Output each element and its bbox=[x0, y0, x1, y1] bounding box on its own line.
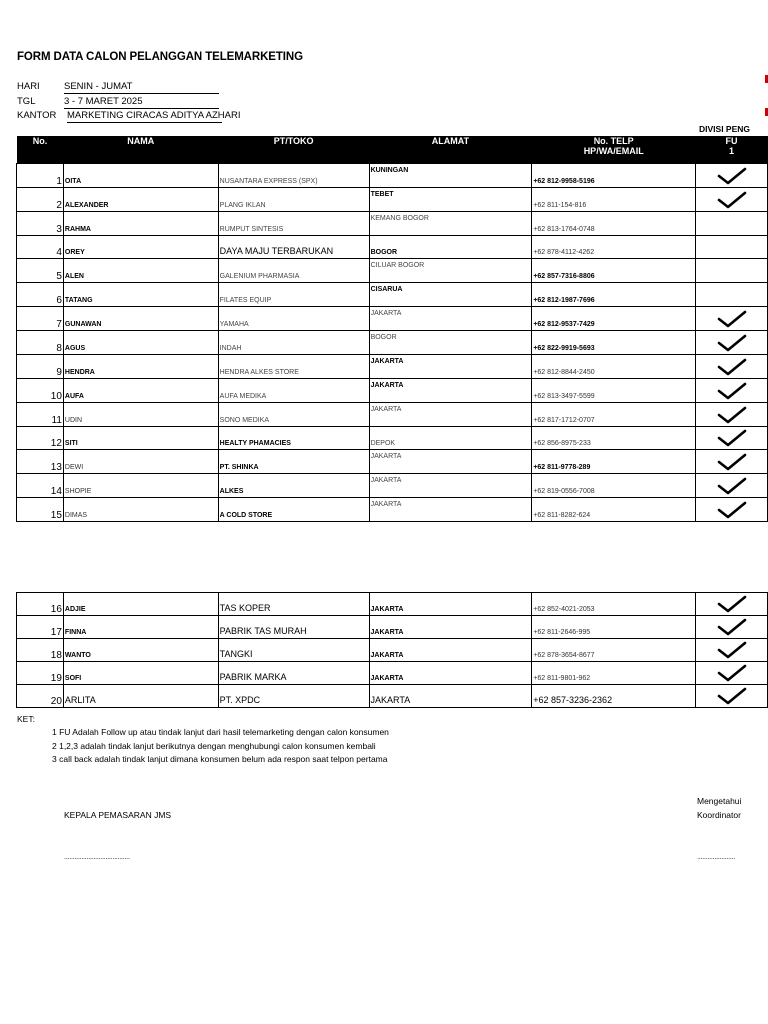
row-no: 6 bbox=[17, 283, 64, 307]
row-fu bbox=[696, 236, 768, 259]
table-row bbox=[17, 427, 768, 450]
row-no: 15 bbox=[17, 498, 64, 522]
check-icon bbox=[717, 382, 747, 400]
table-row bbox=[17, 355, 768, 379]
row-fu bbox=[696, 498, 768, 522]
check-icon bbox=[717, 501, 747, 519]
table-row bbox=[17, 498, 768, 522]
header-no: No. bbox=[17, 136, 64, 164]
check-icon bbox=[717, 664, 747, 682]
row-no: 2 bbox=[17, 188, 64, 212]
row-no: 20 bbox=[17, 685, 64, 708]
header-pt: PT/TOKO bbox=[218, 136, 369, 164]
row-telp: +62 811-9801-962 bbox=[532, 662, 696, 685]
check-icon bbox=[717, 406, 747, 424]
row-alamat: JAKARTA bbox=[369, 379, 532, 403]
row-alamat: CILUAR BOGOR bbox=[369, 259, 532, 283]
row-fu bbox=[696, 427, 768, 450]
table-body bbox=[17, 164, 768, 522]
row-alamat: JAKARTA bbox=[369, 616, 532, 639]
table-row bbox=[17, 236, 768, 259]
divisi-label: DIVISI PENG bbox=[699, 124, 751, 134]
table-row bbox=[17, 639, 768, 662]
row-pt: INDAH bbox=[218, 331, 369, 355]
row-alamat: JAKARTA bbox=[369, 307, 532, 331]
row-nama: OREY bbox=[63, 236, 218, 259]
row-fu bbox=[696, 685, 768, 708]
row-no: 13 bbox=[17, 450, 64, 474]
table-row bbox=[17, 164, 768, 188]
row-nama: SITI bbox=[63, 427, 218, 450]
row-alamat: DEPOK bbox=[369, 427, 532, 450]
check-icon bbox=[717, 453, 747, 471]
row-telp: +62 819-0556-7008 bbox=[532, 474, 696, 498]
ket-label: KET: bbox=[17, 714, 35, 724]
info-value: 3 - 7 MARET 2025 bbox=[64, 96, 219, 109]
check-icon bbox=[717, 358, 747, 376]
row-nama: HENDRA bbox=[63, 355, 218, 379]
row-alamat: JAKARTA bbox=[369, 450, 532, 474]
table-row bbox=[17, 474, 768, 498]
table-row bbox=[17, 616, 768, 639]
table-row bbox=[17, 379, 768, 403]
row-pt: SONO MEDIKA bbox=[218, 403, 369, 427]
row-pt: YAMAHA bbox=[218, 307, 369, 331]
check-icon bbox=[717, 310, 747, 328]
row-pt: PT. SHINKA bbox=[218, 450, 369, 474]
row-nama: SHOPIE bbox=[63, 474, 218, 498]
row-telp: +62 856-8975-233 bbox=[532, 427, 696, 450]
row-alamat: CISARUA bbox=[369, 283, 532, 307]
row-telp: +62 813-3497-5599 bbox=[532, 379, 696, 403]
table-row bbox=[17, 685, 768, 708]
customer-table-2 bbox=[16, 592, 768, 708]
customer-table bbox=[16, 136, 768, 522]
check-icon bbox=[717, 618, 747, 636]
row-telp: +62 822-9919-5693 bbox=[532, 331, 696, 355]
row-fu bbox=[696, 593, 768, 616]
row-telp: +62 812-8844-2450 bbox=[532, 355, 696, 379]
row-nama: WANTO bbox=[63, 639, 218, 662]
row-fu bbox=[696, 164, 768, 188]
signature-right-line1: Mengetahui bbox=[697, 796, 742, 806]
row-pt: PLANG IKLAN bbox=[218, 188, 369, 212]
table-row bbox=[17, 593, 768, 616]
row-telp: +62 852-4021-2053 bbox=[532, 593, 696, 616]
table-row bbox=[17, 212, 768, 236]
row-nama: ADJIE bbox=[63, 593, 218, 616]
row-no: 8 bbox=[17, 331, 64, 355]
info-label: TGL bbox=[17, 96, 36, 107]
check-icon bbox=[717, 334, 747, 352]
check-icon bbox=[717, 687, 747, 705]
row-nama: OITA bbox=[63, 164, 218, 188]
row-fu bbox=[696, 259, 768, 283]
info-value: SENIN - JUMAT bbox=[64, 81, 219, 94]
row-no: 4 bbox=[17, 236, 64, 259]
row-pt: NUSANTARA EXPRESS (SPX) bbox=[218, 164, 369, 188]
row-pt: HEALTY PHAMACIES bbox=[218, 427, 369, 450]
row-alamat: JAKARTA bbox=[369, 355, 532, 379]
table-body bbox=[17, 593, 768, 708]
header-telp-line2: HP/WA/EMAIL bbox=[583, 146, 644, 156]
row-pt: PABRIK TAS MURAH bbox=[218, 616, 369, 639]
row-nama: UDIN bbox=[63, 403, 218, 427]
row-no: 10 bbox=[17, 379, 64, 403]
table-row bbox=[17, 307, 768, 331]
row-fu bbox=[696, 639, 768, 662]
row-no: 16 bbox=[17, 593, 64, 616]
header-fu-line2: 1 bbox=[729, 146, 735, 156]
row-pt: AUFA MEDIKA bbox=[218, 379, 369, 403]
header-fu bbox=[696, 136, 768, 164]
row-telp: +62 811-154-816 bbox=[532, 188, 696, 212]
table-row bbox=[17, 331, 768, 355]
check-icon bbox=[717, 167, 747, 185]
row-alamat: JAKARTA bbox=[369, 474, 532, 498]
row-nama: TATANG bbox=[63, 283, 218, 307]
row-no: 11 bbox=[17, 403, 64, 427]
check-icon bbox=[717, 191, 747, 209]
row-no: 7 bbox=[17, 307, 64, 331]
row-alamat: JAKARTA bbox=[369, 685, 532, 708]
row-fu bbox=[696, 331, 768, 355]
signature-right-line: ...................... bbox=[697, 852, 735, 861]
row-telp: +62 813-1764-0748 bbox=[532, 212, 696, 236]
row-telp: +62 811-8282-624 bbox=[532, 498, 696, 522]
note-2: 2 1,2,3 adalah tindak lanjut berikutnya dengan menghubungi calon konsumen kembali bbox=[52, 741, 376, 751]
row-no: 9 bbox=[17, 355, 64, 379]
row-nama: DEWI bbox=[63, 450, 218, 474]
row-no: 18 bbox=[17, 639, 64, 662]
row-fu bbox=[696, 662, 768, 685]
row-pt: RUMPUT SINTESIS bbox=[218, 212, 369, 236]
row-no: 17 bbox=[17, 616, 64, 639]
row-nama: ALEXANDER bbox=[63, 188, 218, 212]
row-telp: +62 812-9958-5196 bbox=[532, 164, 696, 188]
row-alamat: KUNINGAN bbox=[369, 164, 532, 188]
row-no: 19 bbox=[17, 662, 64, 685]
table-row bbox=[17, 259, 768, 283]
row-nama: SOFI bbox=[63, 662, 218, 685]
row-alamat: BOGOR bbox=[369, 236, 532, 259]
form-title: FORM DATA CALON PELANGGAN TELEMARKETING bbox=[17, 51, 303, 63]
row-no: 3 bbox=[17, 212, 64, 236]
row-nama: ARLITA bbox=[63, 685, 218, 708]
row-telp: +62 878-3654-8677 bbox=[532, 639, 696, 662]
row-alamat: JAKARTA bbox=[369, 662, 532, 685]
row-alamat: JAKARTA bbox=[369, 639, 532, 662]
row-telp: +62 857-3236-2362 bbox=[532, 685, 696, 708]
row-telp: +62 812-9537-7429 bbox=[532, 307, 696, 331]
row-fu bbox=[696, 355, 768, 379]
row-telp: +62 811-9778-289 bbox=[532, 450, 696, 474]
header-telp bbox=[532, 136, 696, 164]
row-fu bbox=[696, 212, 768, 236]
info-value: MARKETING CIRACAS ADITYA AZHARI bbox=[67, 110, 241, 121]
row-fu bbox=[696, 616, 768, 639]
row-nama: GUNAWAN bbox=[63, 307, 218, 331]
check-icon bbox=[717, 429, 747, 447]
row-pt: DAYA MAJU TERBARUKAN bbox=[218, 236, 369, 259]
table-row bbox=[17, 403, 768, 427]
header-alamat: ALAMAT bbox=[369, 136, 532, 164]
header-telp-line1: No. TELP bbox=[593, 136, 634, 146]
table-row bbox=[17, 283, 768, 307]
row-alamat: JAKARTA bbox=[369, 498, 532, 522]
note-3: 3 call back adalah tindak lanjut dimana konsumen belum ada respon saat telpon pertama bbox=[52, 754, 388, 764]
row-alamat: BOGOR bbox=[369, 331, 532, 355]
table-row bbox=[17, 188, 768, 212]
row-alamat: KEMANG BOGOR bbox=[369, 212, 532, 236]
row-pt: TAS KOPER bbox=[218, 593, 369, 616]
header-fu-line1: FU bbox=[725, 136, 738, 146]
signature-left-line: ...................................... bbox=[64, 852, 130, 861]
info-label: KANTOR bbox=[17, 110, 57, 121]
row-nama: RAHMA bbox=[63, 212, 218, 236]
signature-left-title: KEPALA PEMASARAN JMS bbox=[64, 810, 172, 820]
row-nama: DIMAS bbox=[63, 498, 218, 522]
row-pt: PABRIK MARKA bbox=[218, 662, 369, 685]
row-no: 14 bbox=[17, 474, 64, 498]
note-1: 1 FU Adalah Follow up atau tindak lanjut dari hasil telemarketing dengan calon konsumen bbox=[52, 727, 389, 737]
row-fu bbox=[696, 474, 768, 498]
check-icon bbox=[717, 641, 747, 659]
row-nama: AUFA bbox=[63, 379, 218, 403]
row-pt: FILATES EQUIP bbox=[218, 283, 369, 307]
row-telp: +62 811-2646-995 bbox=[532, 616, 696, 639]
check-icon bbox=[717, 477, 747, 495]
row-alamat: JAKARTA bbox=[369, 593, 532, 616]
row-telp: +62 878-4112-4262 bbox=[532, 236, 696, 259]
row-alamat: JAKARTA bbox=[369, 403, 532, 427]
row-pt: PT. XPDC bbox=[218, 685, 369, 708]
header-nama: NAMA bbox=[63, 136, 218, 164]
row-pt: GALENIUM PHARMASIA bbox=[218, 259, 369, 283]
row-pt: TANGKI bbox=[218, 639, 369, 662]
row-nama: AGUS bbox=[63, 331, 218, 355]
row-telp: +62 812-1987-7696 bbox=[532, 283, 696, 307]
row-telp: +62 817-1712-0707 bbox=[532, 403, 696, 427]
row-pt: A COLD STORE bbox=[218, 498, 369, 522]
row-pt: ALKES bbox=[218, 474, 369, 498]
row-no: 1 bbox=[17, 164, 64, 188]
signature-right-line2: Koordinator bbox=[697, 810, 741, 820]
table-row bbox=[17, 450, 768, 474]
row-telp: +62 857-7316-8806 bbox=[532, 259, 696, 283]
row-nama: FINNA bbox=[63, 616, 218, 639]
row-nama: ALEN bbox=[63, 259, 218, 283]
row-fu bbox=[696, 283, 768, 307]
row-no: 5 bbox=[17, 259, 64, 283]
row-fu bbox=[696, 450, 768, 474]
check-icon bbox=[717, 595, 747, 613]
info-label: HARI bbox=[17, 81, 40, 92]
row-fu bbox=[696, 403, 768, 427]
row-fu bbox=[696, 188, 768, 212]
row-no: 12 bbox=[17, 427, 64, 450]
row-pt: HENDRA ALKES STORE bbox=[218, 355, 369, 379]
row-fu bbox=[696, 379, 768, 403]
row-alamat: TEBET bbox=[369, 188, 532, 212]
row-fu bbox=[696, 307, 768, 331]
table-row bbox=[17, 662, 768, 685]
